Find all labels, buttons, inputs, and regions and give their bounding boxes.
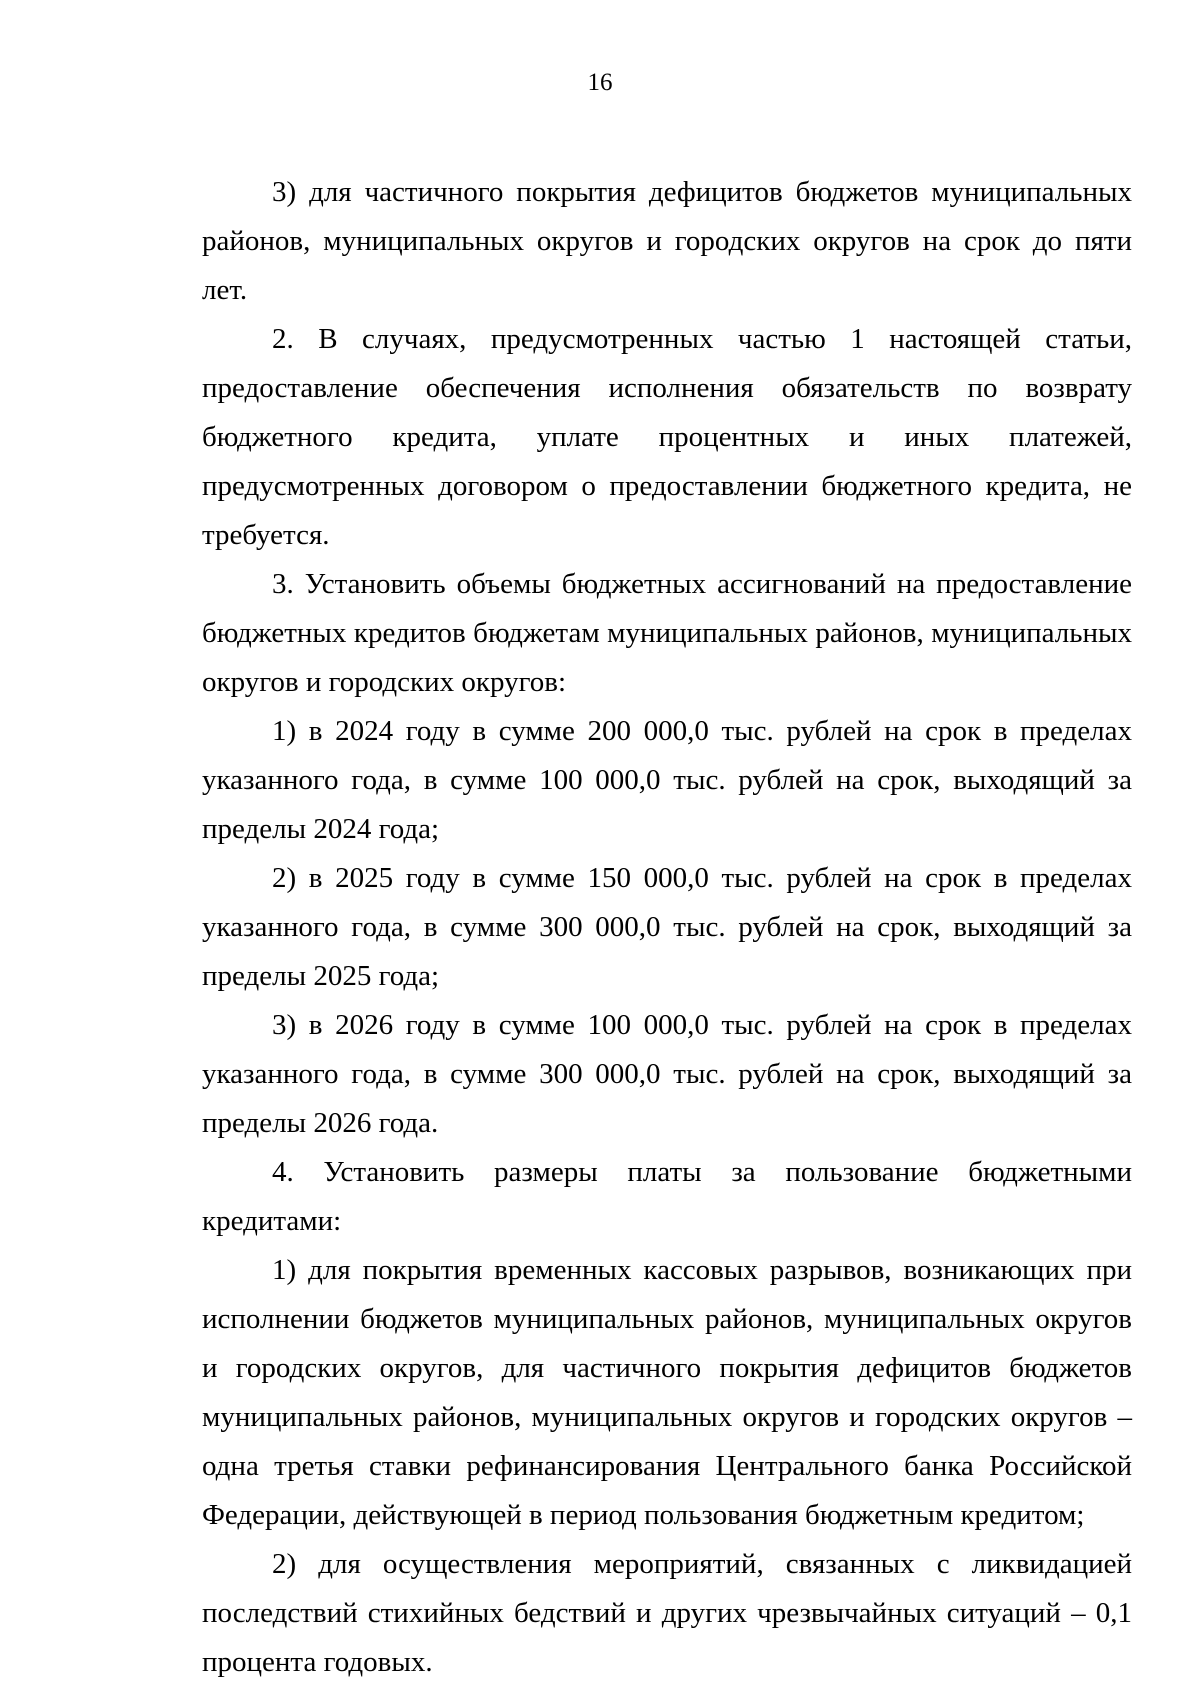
paragraph-part4: 4. Установить размеры платы за пользование бюджетными кредитами: bbox=[202, 1156, 1132, 1237]
paragraph-part3-item2: 2) в 2025 году в сумме 150 000,0 тыс. рублей на срок в пределах указанного года, в сумме 300 000,0 тыс. рублей на срок, выходящий за пределы 2025 года; bbox=[202, 862, 1132, 992]
document-body bbox=[202, 168, 1132, 1687]
paragraph-part4-item1: 1) для покрытия временных кассовых разрывов, возникающих при исполнении бюджетов муниципальных районов, муниципальных округов и городских округов, для частичного покрытия дефицитов бюджетов муниципальных районов, муниципальных округов и городских округов – одна третья ставки рефинансирования Центрального банка Российской Федерации, действующей в период пользования бюджетным кредитом; bbox=[202, 1254, 1132, 1531]
paragraph-part3-item3: 3) в 2026 году в сумме 100 000,0 тыс. рублей на срок в пределах указанного года, в сумме 300 000,0 тыс. рублей на срок, выходящий за пределы 2026 года. bbox=[202, 1009, 1132, 1139]
paragraph-part2: 2. В случаях, предусмотренных частью 1 настоящей статьи, предоставление обеспечения исполнения обязательств по возврату бюджетного кредита, уплате процентных и иных платежей, предусмотренных договором о предоставлении бюджетного кредита, не требуется. bbox=[202, 323, 1132, 551]
paragraph-part1-item3: 3) для частичного покрытия дефицитов бюджетов муниципальных районов, муниципальных округов и городских округов на срок до пяти лет. bbox=[202, 176, 1132, 306]
paragraph-part3-item1: 1) в 2024 году в сумме 200 000,0 тыс. рублей на срок в пределах указанного года, в сумме 100 000,0 тыс. рублей на срок, выходящий за пределы 2024 года; bbox=[202, 715, 1132, 845]
paragraph-part3: 3. Установить объемы бюджетных ассигнований на предоставление бюджетных кредитов бюджетам муниципальных районов, муниципальных округов и городских округов: bbox=[202, 568, 1132, 698]
page-number: 16 bbox=[587, 69, 613, 96]
paragraph-part4-item2: 2) для осуществления мероприятий, связанных с ликвидацией последствий стихийных бедствий и других чрезвычайных ситуаций – 0,1 процента годовых. bbox=[202, 1548, 1132, 1678]
